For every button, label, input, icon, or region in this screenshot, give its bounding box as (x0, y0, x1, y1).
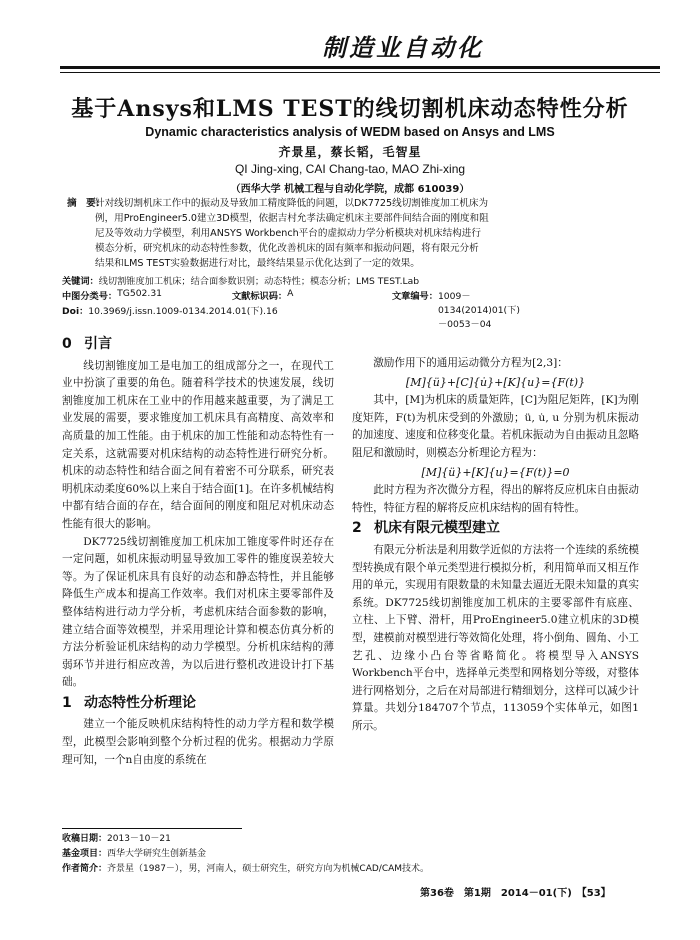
section-title: 动态特性分析理论 (84, 694, 196, 711)
abstract-line: 模态分析，研究机床的动态特性参数，优化改善机床的固有频率和振动问题，将有限元分析 (95, 243, 479, 254)
clc-value: TG502.31 (117, 288, 163, 299)
page-footer (420, 884, 611, 899)
keywords (62, 273, 622, 287)
footnote-author (62, 862, 642, 877)
abstract-line: 尼及等效动力学模型，利用ANSYS Workbench平台的虚拟动力学分析模块对机床结构进行 (95, 228, 481, 239)
section-heading-fem (352, 520, 639, 538)
footnotes (62, 832, 642, 877)
paragraph: 激励作用下的通用运动微分方程为[2,3]： (373, 357, 568, 369)
doi-label: Doi： (62, 306, 89, 317)
paragraph: 建立一个能反映机床结构特性的动力学方程和数学模型，此模型会影响到整个分析过程的优劣。根据动力学原理可知，一个n自由度的系统在 (62, 718, 334, 766)
footnote-rule (62, 828, 242, 829)
footnote-label: 作者简介： (62, 864, 108, 874)
footnote-value: 西华大学研究生创新基金 (107, 849, 207, 859)
abstract-line: 针对线切割机床工作中的振动及导致加工精度降低的问题，以DK7725线切割锥度加工机床为 (95, 198, 489, 209)
footnote-fund (62, 847, 642, 862)
doi-line (62, 303, 278, 317)
authors-chinese: 齐景星，蔡长韬，毛智星 (278, 145, 422, 159)
paragraph: 此时方程为齐次微分方程，得出的解将反应机床自由振动特性，特征方程的解将反应机床结构的固有特性。 (352, 484, 639, 514)
footnote-value: 齐景星（1987－），男，河南人，硕士研究生，研究方向为机械CAD/CAM技术。 (107, 864, 430, 874)
paragraph: 其中，[M]为机床的质量矩阵，[C]为阻尼矩阵，[K]为刚度矩阵，F(t)为机床受到的外激励；ü, u̇, u 分别为机床振动的加速度、速度和位移变化量。若机床振动为自由振动且忽略阻尼和激励时，则模态分析理论方程为： (352, 394, 639, 459)
section-number: 0 (62, 336, 72, 352)
abstract-line: 例，用ProEngineer5.0建立3D模型，依据吉村允孝法确定机床主要部件间结合面的刚度和阻 (95, 213, 489, 224)
article-no-value: 1009－0134(2014)01(下)－0053－04 (437, 291, 520, 330)
equation-motion: [M]{ü}+[C]{u̇}+[K]{u}={F(t)} (405, 375, 586, 389)
journal-header (60, 28, 660, 88)
article-no-label: 文章编号： (392, 291, 438, 302)
section-heading-theory (62, 695, 334, 713)
section-title: 机床有限元模型建立 (374, 520, 500, 537)
paper-title: 基于Ansys和LMS TEST的线切割机床动态特性分析 (71, 96, 629, 122)
abstract-label: 摘 要： (67, 198, 106, 209)
left-column (62, 333, 334, 769)
paragraph: 有限元分析法是利用数学近似的方法将一个连续的系统模型转换成有限个单元类型进行模拟分析，利用简单而又相互作用的单元，实现用有限数量的未知量去逼近无限未知量的真实系统。DK7725线切割锥度加工机床的主要零部件有底座、立柱、上下臂、滑杆，用ProEngineer5.0建立机床的3D模型，建模前对模型进行等效简化处理，将小倒角、圆角、小工艺孔、边缘小凸台等省略简化。将模型导入ANSYS Workbench平台中，选择单元类型和网格划分等级，对整体进行网格划分，之后在对局部进行精细划分，这样可以减少计算量。共划分184707个节点，113059个实体单元，如图1所示。 (352, 543, 639, 732)
authors-english: QI Jing-xing, CAI Chang-tao, MAO Zhi-xing (234, 162, 466, 176)
english-title: Dynamic characteristics analysis of WEDM based on Ansys and LMS (145, 125, 555, 139)
keywords-text: 线切割锥度加工机床；结合面参数识别；动态特性；模态分析；LMS TEST.Lab (98, 276, 420, 287)
doi-value: 10.3969/j.issn.1009-0134.2014.01(下).16 (88, 306, 278, 317)
right-column (352, 355, 639, 735)
header-rule-thin (60, 72, 660, 73)
clc-label: 中图分类号： (62, 291, 118, 302)
affiliation: （西华大学 机械工程与自动化学院，成都 610039） (230, 184, 470, 195)
abstract-line: 结果和LMS TEST实验数据进行对比，最终结果显示优化达到了一定的效果。 (95, 258, 420, 269)
doc-code-value: A (287, 288, 294, 299)
doc-code-label: 文献标识码： (232, 291, 288, 302)
page-number: 【53】 (581, 888, 611, 899)
paragraph: 线切割锥度加工是电加工的组成部分之一，在现代工业中扮演了重要的角色。随着科学技术的快速发展，线切割锥度加工机床在工业中的作用越来越重要，为了满足工业发展的需要，要求锥度加工机床具有高精度、高效率和高质量的加工性能。由于机床的加工性能和动态特性有一定关系，这就需要对机床结构的动态特性进行研究分析。机床的动态特性和结合面之间有着密不可分联系，研究表明机床动柔度60%以上来自于结合面[1]。在许多机械结构中都有结合面的存在，结合面间的刚度和阻尼对机床动态性能有很大的影响。 (62, 359, 334, 530)
header-rule-thick (60, 66, 660, 69)
section-number: 1 (62, 694, 72, 711)
footnote-label: 基金项目： (62, 849, 108, 859)
section-title: 引言 (84, 336, 112, 352)
paragraph: DK7725线切割锥度加工机床加工锥度零件时还存在一定问题，如机床振动明显导致加工零件的锥度误差较大等。为了保证机床具有良好的动态和静态特性，并且能够降低生产成本和提高工作效率。我们对机床主要零部件及整体结构进行动力学分析，考虑机床结合面参数的影响，建立结合面等效模型，并采用理论计算和模态仿真分析的方法分析验证机床结构的动力学模型。分析机床结构的薄弱环节并进行相应改善，为以后进行整机改进设计打下基础。 (62, 535, 334, 689)
issue-info: 第36卷 第1期 2014－01(下) (420, 888, 572, 899)
footnote-label: 收稿日期： (62, 834, 108, 844)
section-heading-introduction (62, 336, 334, 354)
section-number: 2 (352, 520, 362, 537)
abstract (67, 196, 615, 271)
footnote-received (62, 832, 642, 847)
footnote-value: 2013－10－21 (107, 834, 171, 844)
keywords-label: 关键词： (62, 276, 99, 287)
equation-modal: [M]{ü}+[K]{u}={F(t)}=0 (421, 465, 570, 479)
journal-masthead: 制造业自动化 (322, 34, 484, 62)
